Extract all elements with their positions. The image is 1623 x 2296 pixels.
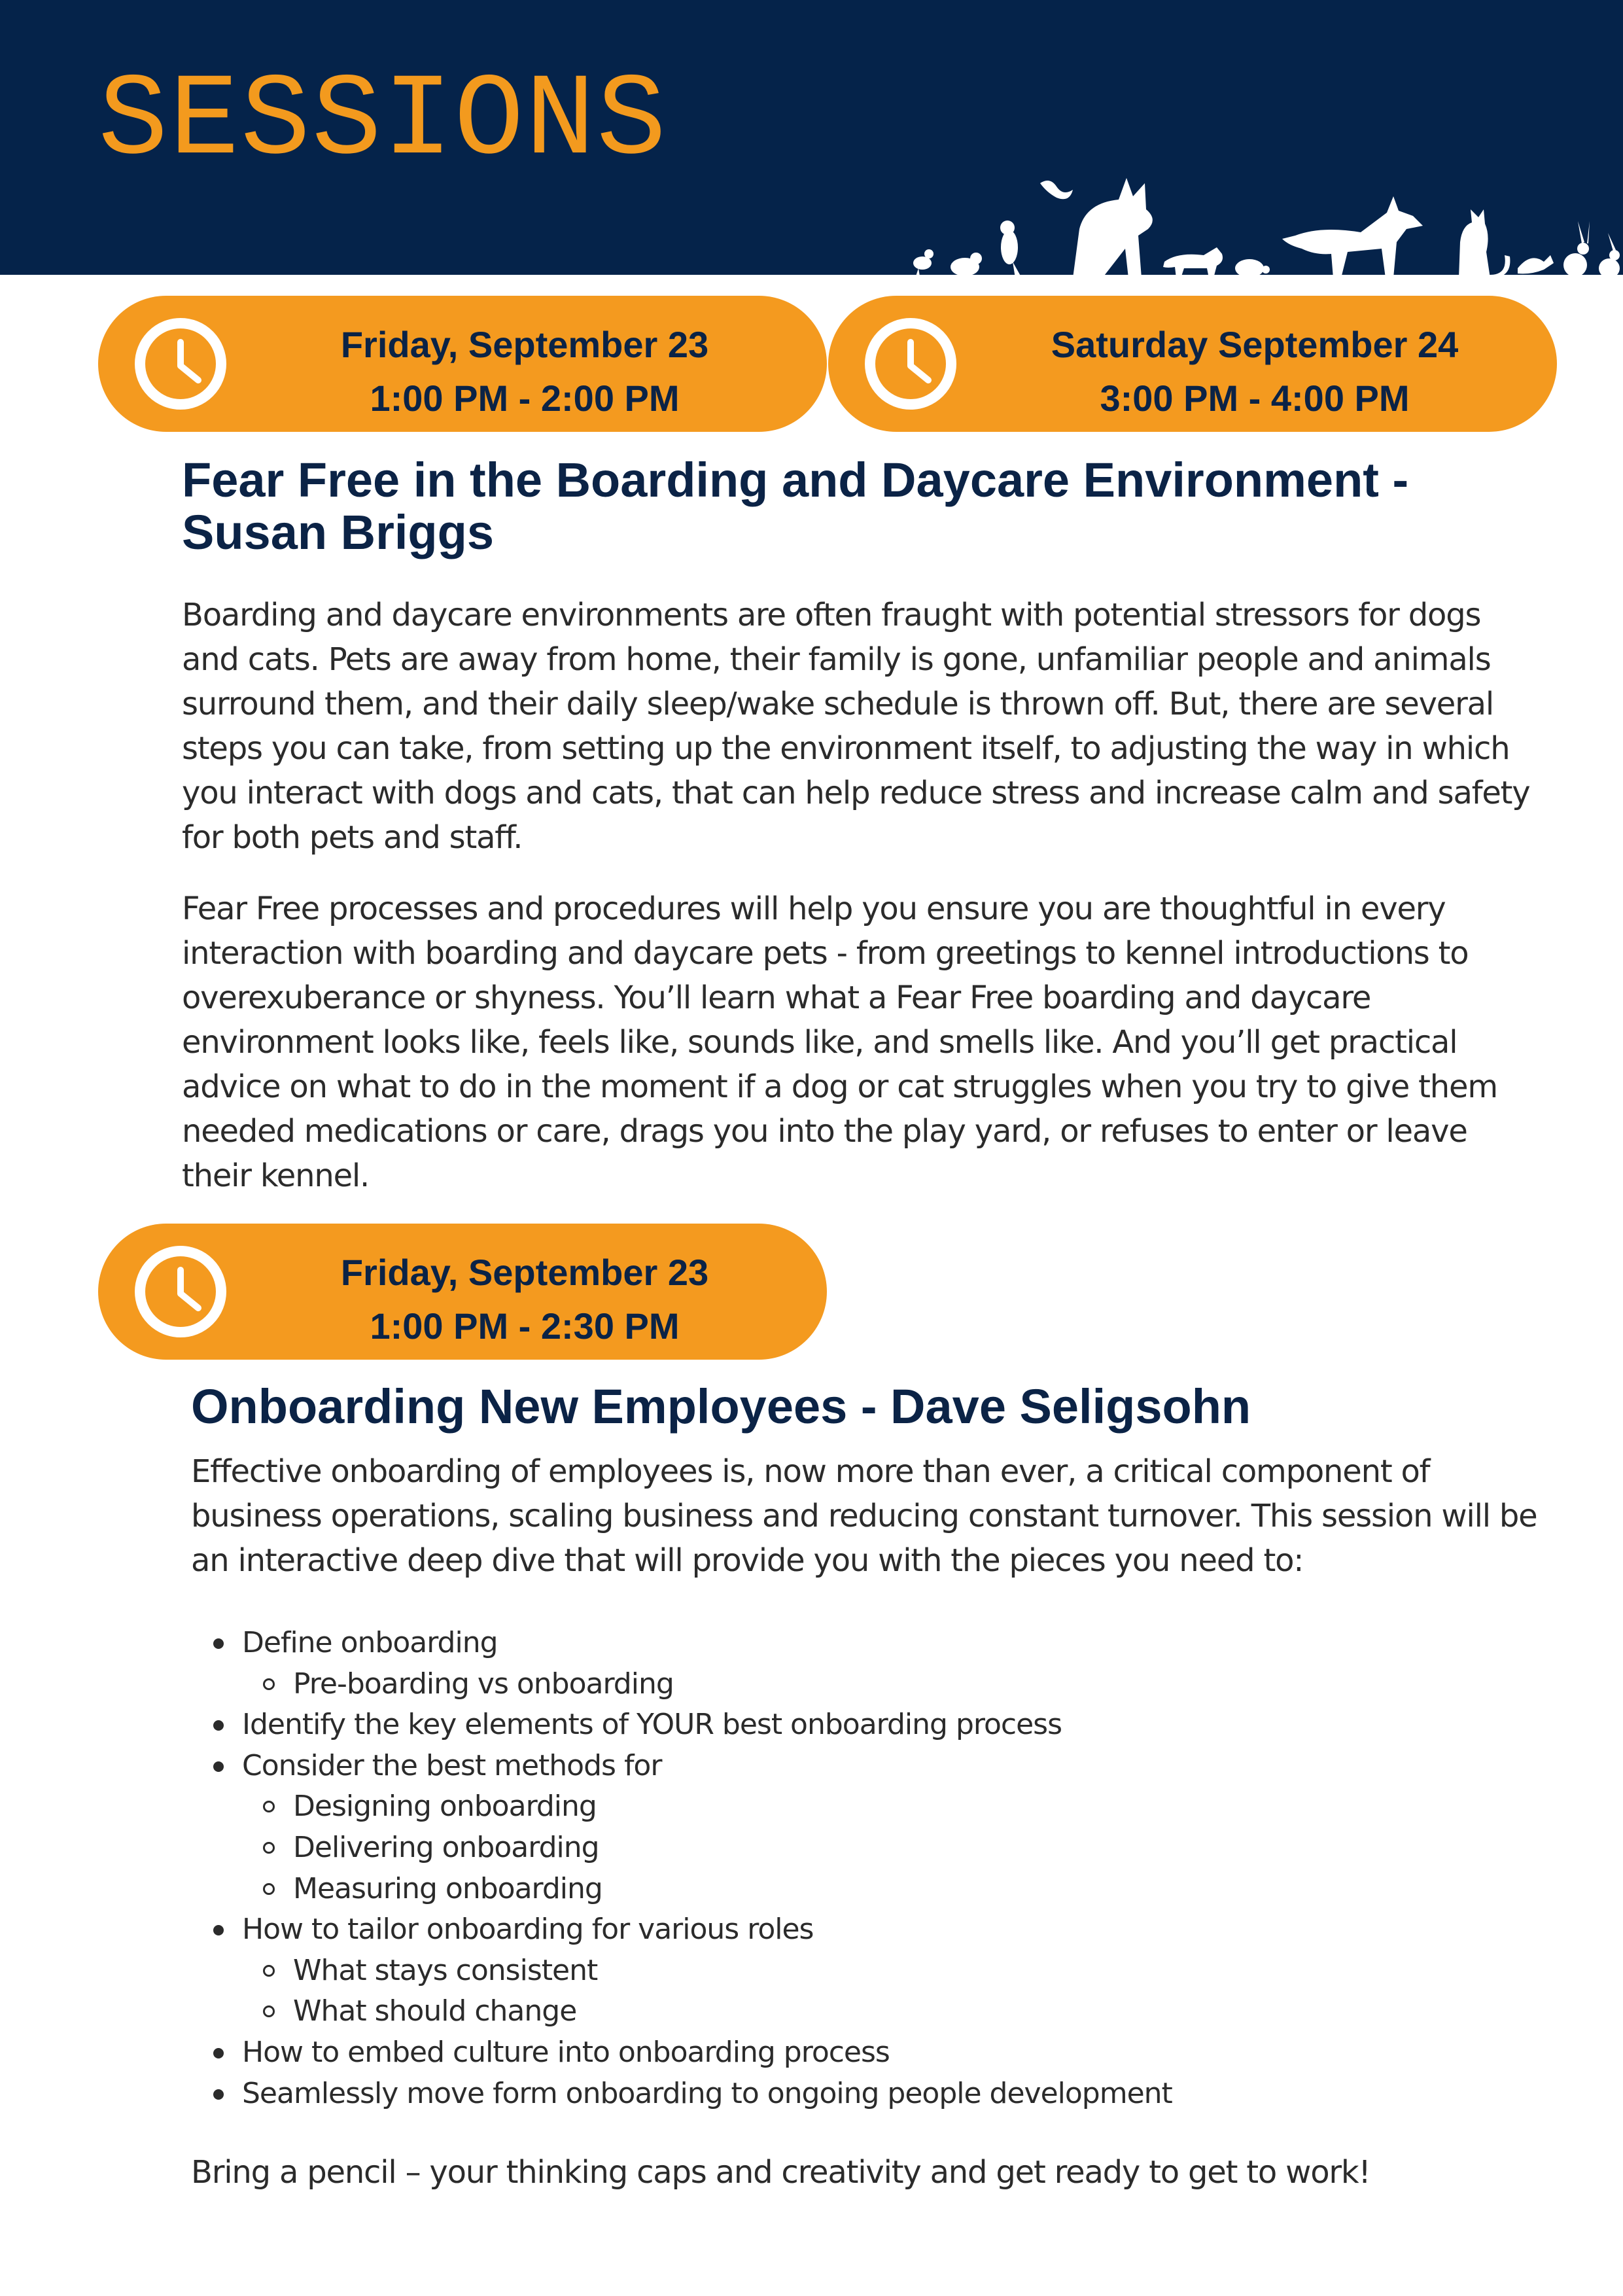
session-description: Boarding and daycare environments are often fraught with potential stressors for dogs and cats. Pets are away from home, their family is gone, unfamiliar people and animals surround them, and their daily sleep/wake schedule is thrown off. But, there are several steps you can take, from setting up the environment itself, to adjusting the way in which you interact with dogs and cats, that can help reduce stress and increase calm and safety for both pets and staff.	[182, 597, 1530, 856]
list-item: Define onboarding	[242, 1623, 1485, 1664]
session-time-pill	[98, 296, 827, 432]
session-time: 3:00 PM - 4:00 PM	[1100, 378, 1410, 419]
session-time: 1:00 PM - 2:00 PM	[370, 378, 680, 419]
session-description: Fear Free processes and procedures will help you ensure you are thoughtful in every interaction with boarding and daycare pets - from greetings to kennel introductions to overexuberance or shyness. You’ll learn what a Fear Free boarding and daycare environment looks like, feels like, sounds like, and smells like. And you’ll get practical advice on what to do in the moment if a dog or cat struggles when you try to give them needed medications or care, drags you into the play yard, or refuses to enter or leave their kennel.	[182, 891, 1497, 1194]
topic-list	[242, 1623, 1485, 2114]
session-time-pill	[98, 1224, 827, 1360]
clock-icon	[864, 317, 957, 410]
clock-icon	[134, 317, 227, 410]
list-item: Consider the best methods for	[242, 1746, 1485, 1787]
header-banner	[0, 0, 1623, 275]
list-item: How to embed culture into onboarding process	[242, 2032, 1485, 2074]
session-time-pill	[828, 296, 1557, 432]
session-title-line: Susan Briggs	[182, 505, 494, 559]
list-item: Measuring onboarding	[242, 1869, 1485, 1910]
session-title	[182, 454, 1588, 559]
session-day: Friday, September 23	[340, 1252, 709, 1293]
session-title: Onboarding New Employees - Dave Seligsohn	[191, 1379, 1251, 1434]
list-item: Delivering onboarding	[242, 1828, 1485, 1869]
list-item: Identify the key elements of YOUR best onboarding process	[242, 1704, 1485, 1746]
list-item: How to tailor onboarding for various roles	[242, 1909, 1485, 1951]
closing-note: Bring a pencil – your thinking caps and creativity and get ready to get to work!	[191, 2154, 1370, 2191]
list-item: What should change	[242, 1991, 1485, 2032]
list-item: Designing onboarding	[242, 1786, 1485, 1828]
list-item: Seamlessly move form onboarding to ongoing people development	[242, 2074, 1485, 2115]
list-item: What stays consistent	[242, 1951, 1485, 1992]
session-day: Friday, September 23	[340, 324, 709, 365]
session-title-line: Fear Free in the Boarding and Daycare Environment -	[182, 453, 1409, 507]
session-day: Saturday September 24	[1051, 324, 1459, 365]
clock-icon	[134, 1245, 227, 1338]
pet-silhouettes-icon	[890, 164, 1623, 278]
list-item: Pre-boarding vs onboarding	[242, 1664, 1485, 1705]
session-description: Effective onboarding of employees is, now more than ever, a critical component of business operations, scaling business and reducing constant turnover. This session will be an interactive deep dive that will provide you with the pieces you need to:	[191, 1453, 1537, 1579]
page-title: SESSIONS	[98, 56, 668, 188]
session-time: 1:00 PM - 2:30 PM	[370, 1305, 680, 1347]
